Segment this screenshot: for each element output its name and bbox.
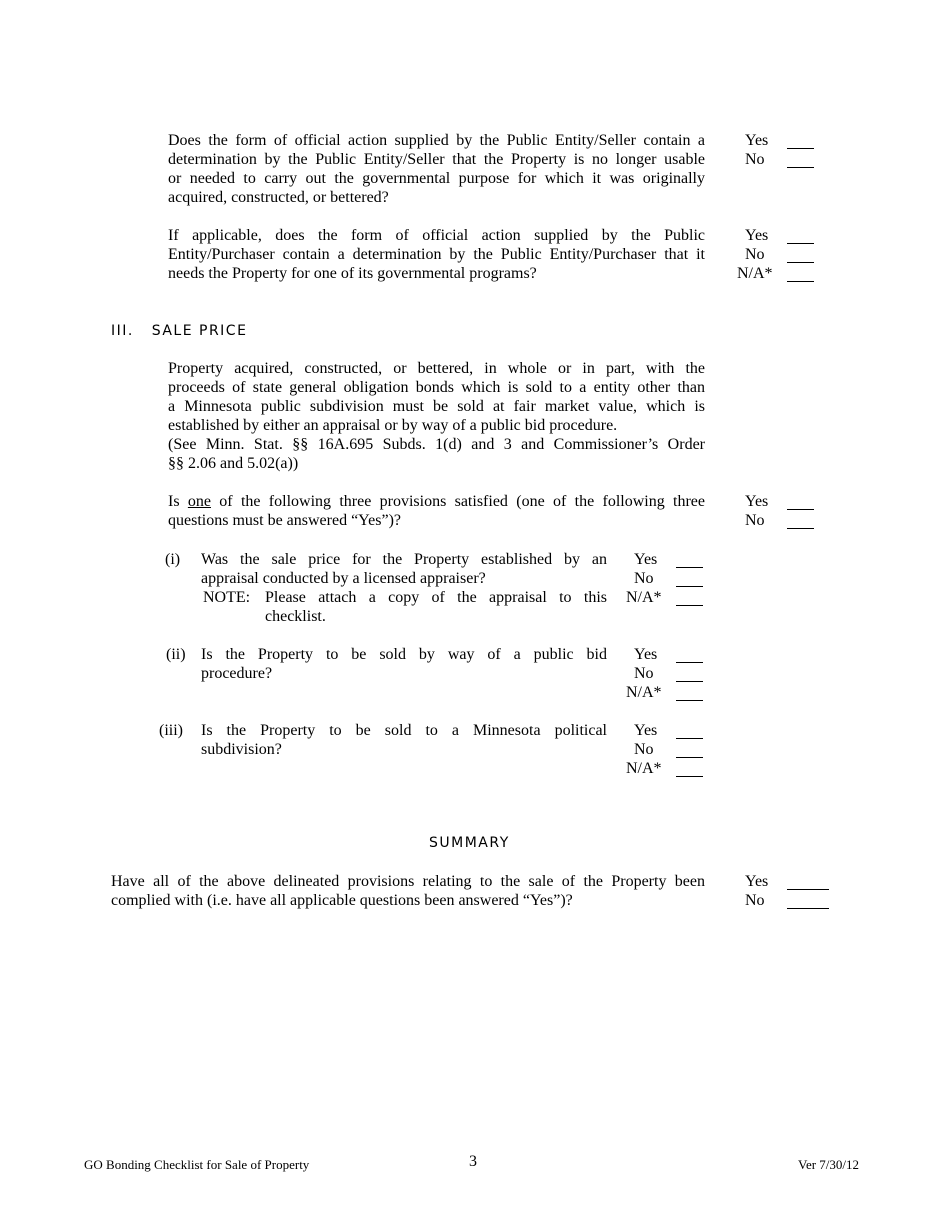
question-line: determination by the Public Entity/Seller that the Property is no longer usable [168,151,705,168]
answer-no-label: No [634,741,654,758]
intro-line: proceeds of state general obligation bonds which is sold to a entity other than [168,379,705,396]
answer-no-label: No [745,892,765,909]
item-number: (ii) [166,646,186,663]
answer-no-label: No [634,570,654,587]
item-line: Was the sale price for the Property established by an [201,551,607,568]
note-text [265,588,607,626]
item-appraisal [201,550,607,588]
answer-no-label: No [634,665,654,682]
item-number: (i) [165,551,181,568]
answer-na-blank[interactable] [787,281,814,282]
question-purchaser-determination [168,226,705,283]
intro-line: §§ 2.06 and 5.02(a)) [168,455,299,472]
answer-na-label: N/A* [626,760,662,777]
answer-no-label: No [745,151,765,168]
section-heading-sale-price: III. SALE PRICE [111,323,248,339]
answer-na-label: N/A* [737,265,773,282]
answer-no-blank[interactable] [676,681,703,682]
question-line: Entity/Purchaser contain a determination by the Public Entity/Purchaser that it [168,246,705,263]
answer-na-blank[interactable] [676,605,703,606]
sale-price-intro [168,359,705,473]
question-usable-determination [168,131,705,207]
summary-line: complied with (i.e. have all applicable questions been answered “Yes”)? [111,892,573,909]
item-line: Is the Property to be sold by way of a public bid [201,646,607,663]
answer-yes-label: Yes [745,493,769,510]
item-line: subdivision? [201,741,282,758]
item-public-bid [201,645,607,683]
item-line: appraisal conducted by a licensed appraiser? [201,570,486,587]
summary-line: Have all of the above delineated provisions relating to the sale of the Property been [111,873,705,890]
summary-heading: SUMMARY [429,835,510,851]
intro-line: established by either an appraisal or by way of a public bid procedure. [168,417,618,434]
summary-question [111,872,705,910]
intro-line: Property acquired, constructed, or bettered, in whole or in part, with the [168,360,705,377]
answer-yes-blank[interactable] [787,509,814,510]
note-line: checklist. [265,608,326,625]
answer-yes-blank[interactable] [676,662,703,663]
item-line: procedure? [201,665,273,682]
page-number: 3 [469,1153,477,1170]
three-provisions-question [168,492,705,530]
question-pre: Is [168,493,188,510]
answer-no-blank[interactable] [787,167,814,168]
answer-yes-blank[interactable] [787,243,814,244]
intro-line: (See Minn. Stat. §§ 16A.695 Subds. 1(d) and 3 and Commissioner’s Order [168,436,705,453]
question-line: needs the Property for one of its governmental programs? [168,265,537,282]
note-line: Please attach a copy of the appraisal to this [265,589,607,606]
answer-no-blank[interactable] [787,908,829,909]
item-political-subdivision [201,721,607,759]
answer-yes-blank[interactable] [787,148,814,149]
question-line: If applicable, does the form of official action supplied by the Public [168,227,705,244]
item-number: (iii) [159,722,183,739]
question-underlined: one [187,493,211,510]
question-line: Does the form of official action supplied by the Public Entity/Seller contain a [168,132,705,149]
answer-no-blank[interactable] [787,528,814,529]
answer-yes-label: Yes [745,227,769,244]
answer-no-blank[interactable] [787,262,814,263]
answer-yes-label: Yes [745,132,769,149]
intro-line: a Minnesota public subdivision must be sold at fair market value, which is [168,398,705,415]
answer-yes-label: Yes [634,551,658,568]
answer-no-label: No [745,246,765,263]
answer-no-blank[interactable] [676,586,703,587]
answer-yes-blank[interactable] [676,567,703,568]
footer-title: GO Bonding Checklist for Sale of Property [84,1157,310,1172]
answer-no-label: No [745,512,765,529]
answer-na-label: N/A* [626,589,662,606]
item-line: Is the Property to be sold to a Minnesota political [201,722,607,739]
note-label: NOTE: [203,589,251,606]
answer-no-blank[interactable] [676,757,703,758]
answer-yes-blank[interactable] [676,738,703,739]
answer-na-label: N/A* [626,684,662,701]
question-line: or needed to carry out the governmental purpose for which it was originally [168,170,705,187]
answer-yes-blank[interactable] [787,889,829,890]
question-line: acquired, constructed, or bettered? [168,189,389,206]
answer-yes-label: Yes [745,873,769,890]
footer-version: Ver 7/30/12 [798,1157,860,1172]
answer-na-blank[interactable] [676,700,703,701]
question-line: questions must be answered “Yes”)? [168,512,401,529]
answer-yes-label: Yes [634,722,658,739]
answer-yes-label: Yes [634,646,658,663]
answer-na-blank[interactable] [676,776,703,777]
question-post: of the following three provisions satisfied (one of the following three [210,493,705,510]
